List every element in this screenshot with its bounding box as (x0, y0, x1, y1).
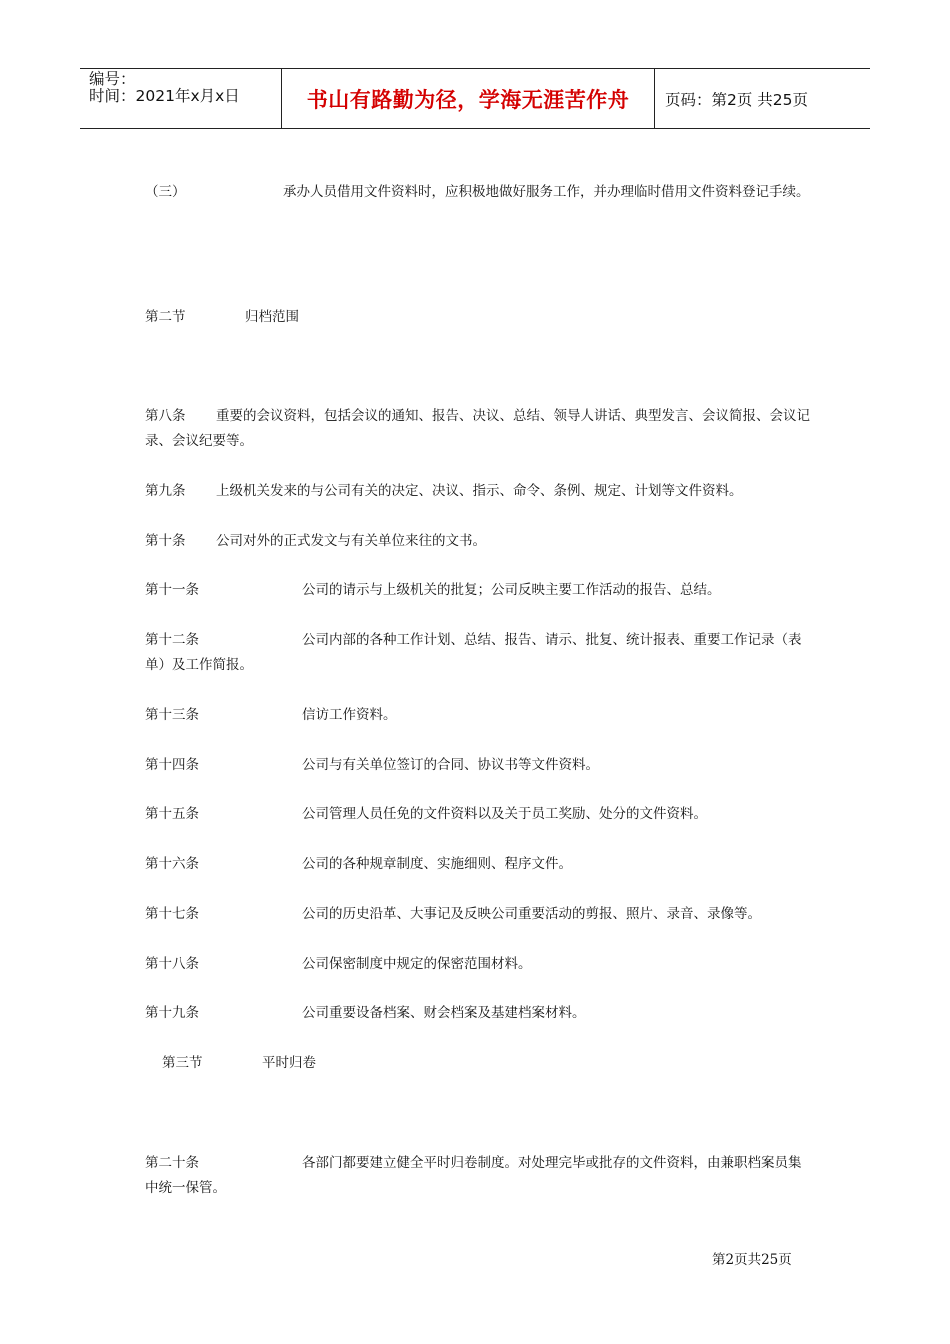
section-title: 平时归卷 (262, 1055, 316, 1071)
page-header (80, 68, 870, 129)
document-number-label: 编号： (89, 70, 136, 88)
article-14 (145, 753, 810, 778)
paragraph-item (145, 180, 810, 205)
article-8 (145, 404, 810, 454)
header-motto: 书山有路勤为径，学海无涯苦作舟 (282, 69, 655, 128)
paragraph-text: 承办人员借用文件资料时，应积极地做好服务工作，并办理临时借用文件资料登记手续。 (283, 184, 810, 200)
article-text: 公司内部的各种工作计划、总结、报告、请示、批复、统计报表、重要工作记录（表单）及工作简报。 (145, 632, 802, 673)
article-16 (145, 852, 810, 877)
article-text: 信访工作资料。 (302, 707, 397, 723)
article-label: 第九条 (145, 483, 186, 499)
article-label: 第十九条 (145, 1005, 199, 1021)
section-label: 第二节 (145, 309, 186, 325)
article-text: 公司管理人员任免的文件资料以及关于员工奖励、处分的文件资料。 (302, 806, 707, 822)
article-text: 公司对外的正式发文与有关单位来往的文书。 (216, 533, 486, 549)
article-text: 公司保密制度中规定的保密范围材料。 (302, 956, 532, 972)
article-10 (145, 529, 810, 554)
article-text: 重要的会议资料，包括会议的通知、报告、决议、总结、领导人讲话、典型发言、会议简报、会议记录、会议纪要等。 (145, 408, 810, 449)
paragraph-label: （三） (145, 184, 186, 200)
article-text: 公司的各种规章制度、实施细则、程序文件。 (302, 856, 572, 872)
article-17 (145, 902, 810, 927)
article-label: 第十八条 (145, 956, 199, 972)
section-heading (162, 1051, 810, 1076)
article-15 (145, 802, 810, 827)
article-text: 公司的请示与上级机关的批复；公司反映主要工作活动的报告、总结。 (302, 582, 721, 598)
article-label: 第八条 (145, 408, 186, 424)
article-label: 第十一条 (145, 582, 199, 598)
article-text: 公司与有关单位签订的合同、协议书等文件资料。 (302, 757, 599, 773)
article-9 (145, 479, 810, 504)
article-label: 第十二条 (145, 632, 199, 648)
footer-page-number: 第2页共25页 (712, 1252, 792, 1268)
article-label: 第二十条 (145, 1155, 199, 1171)
article-13 (145, 703, 810, 728)
article-text: 各部门都要建立健全平时归卷制度。对处理完毕或批存的文件资料，由兼职档案员集中统一保管。 (145, 1155, 802, 1196)
section-label: 第三节 (162, 1055, 203, 1071)
article-20 (145, 1151, 810, 1201)
article-label: 第十四条 (145, 757, 199, 773)
article-18 (145, 952, 810, 977)
article-text: 上级机关发来的与公司有关的决定、决议、指示、命令、条例、规定、计划等文件资料。 (216, 483, 743, 499)
header-page-number: 页码：第2页 共25页 (665, 90, 809, 109)
article-text: 公司重要设备档案、财会档案及基建档案材料。 (302, 1005, 586, 1021)
article-label: 第十三条 (145, 707, 199, 723)
document-time-label: 时间：2021年x月x日 (89, 87, 240, 105)
section-heading (145, 305, 810, 330)
article-label: 第十六条 (145, 856, 199, 872)
article-12 (145, 628, 810, 678)
article-label: 第十五条 (145, 806, 199, 822)
article-text: 公司的历史沿革、大事记及反映公司重要活动的剪报、照片、录音、录像等。 (302, 906, 761, 922)
article-19 (145, 1001, 810, 1026)
section-title: 归档范围 (245, 309, 299, 325)
article-11 (145, 578, 810, 603)
header-meta (80, 69, 282, 128)
article-label: 第十条 (145, 533, 186, 549)
article-label: 第十七条 (145, 906, 199, 922)
